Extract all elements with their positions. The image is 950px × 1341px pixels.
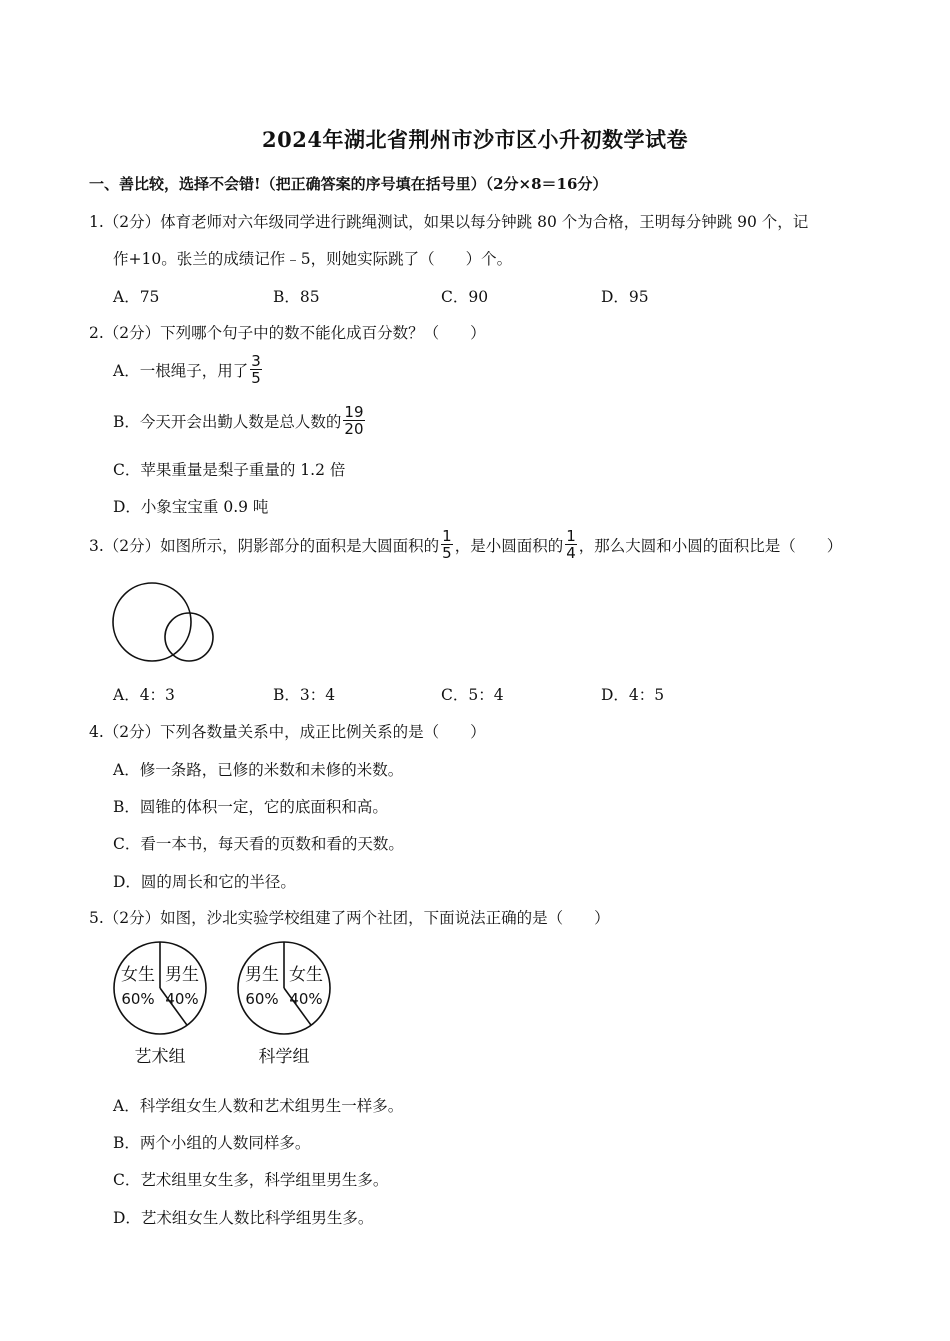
large-circle xyxy=(113,583,191,661)
q3-option-a: A．4：3 xyxy=(113,686,175,704)
small-circle xyxy=(165,613,213,661)
q4-option-b: B．圆锥的体积一定，它的底面积和高。 xyxy=(113,798,388,816)
q1-option-a: A．75 xyxy=(113,288,160,306)
q1-stem-line1: 1.（2分）体育老师对六年级同学进行跳绳测试，如果以每分钟跳 80 个为合格，王明每分钟跳 90 个，记 xyxy=(89,213,809,231)
fraction-denominator: 4 xyxy=(566,544,576,562)
q3-stem-part2: ，是小圆面积的 xyxy=(454,536,564,555)
pie-slice-value: 40% xyxy=(165,990,199,1008)
pie-slice-value: 40% xyxy=(289,990,323,1008)
q5-option-b: B．两个小组的人数同样多。 xyxy=(113,1134,311,1152)
fraction-numerator: 1 xyxy=(566,527,576,545)
q3-stem-part1: 3.（2分）如图所示，阴影部分的面积是大圆面积的 xyxy=(89,536,440,555)
q3-stem-part3: ，那么大圆和小圆的面积比是（ ） xyxy=(578,536,843,555)
pie-slice-label: 男生 xyxy=(245,965,279,985)
q4-option-c: C．看一本书，每天看的页数和看的天数。 xyxy=(113,835,404,853)
q5-option-a: A．科学组女生人数和艺术组男生一样多。 xyxy=(113,1097,404,1115)
q5-option-d: D．艺术组女生人数比科学组男生多。 xyxy=(113,1209,374,1227)
pie-title: 科学组 xyxy=(258,1047,310,1067)
club-pie-charts xyxy=(108,938,348,1078)
q4-stem: 4.（2分）下列各数量关系中，成正比例关系的是（ ） xyxy=(89,723,486,741)
q4-option-d: D．圆的周长和它的半径。 xyxy=(113,873,296,891)
fraction-numerator: 1 xyxy=(442,527,452,545)
fraction-denominator: 20 xyxy=(344,420,364,438)
q2-option-a-fraction xyxy=(250,353,262,386)
fraction-numerator: 19 xyxy=(344,403,364,421)
q1-option-c: C．90 xyxy=(441,288,489,306)
q3-fraction-1 xyxy=(441,528,453,561)
pie-title: 艺术组 xyxy=(134,1047,186,1067)
pie-slice-value: 60% xyxy=(245,990,279,1008)
page-title: 2024年湖北省荆州市沙市区小升初数学试卷 xyxy=(262,127,688,152)
q2-option-a xyxy=(113,353,264,386)
section-heading: 一、善比较，选择不会错!（把正确答案的序号填在括号里）（2分×8＝16分） xyxy=(89,175,608,193)
pie-slice-label: 男生 xyxy=(165,965,199,985)
q3-fraction-2 xyxy=(565,528,577,561)
fraction-numerator: 3 xyxy=(251,352,261,370)
q1-stem-line2: 作+10。张兰的成绩记作﹣5，则她实际跳了（ ）个。 xyxy=(113,250,513,268)
fraction-denominator: 5 xyxy=(251,369,261,387)
q2-option-d: D．小象宝宝重 0.9 吨 xyxy=(113,498,269,516)
q2-stem: 2.（2分）下列哪个句子中的数不能化成百分数？（ ） xyxy=(89,324,486,342)
q2-option-a-text: A．一根绳子，用了 xyxy=(113,361,249,380)
q3-option-b: B．3：4 xyxy=(273,686,336,704)
q2-option-c: C．苹果重量是梨子重量的 1.2 倍 xyxy=(113,461,346,479)
q2-option-b xyxy=(113,404,367,437)
q5-option-c: C．艺术组里女生多，科学组里男生多。 xyxy=(113,1171,389,1189)
q3-option-c: C．5：4 xyxy=(441,686,504,704)
q2-option-b-fraction xyxy=(343,404,364,437)
q1-option-d: D．95 xyxy=(601,288,649,306)
q3-option-d: D．4：5 xyxy=(601,686,665,704)
fraction-denominator: 5 xyxy=(442,544,452,562)
q1-option-b: B．85 xyxy=(273,288,320,306)
pie-slice-label: 女生 xyxy=(121,965,155,985)
q3-stem xyxy=(89,528,842,561)
q5-stem: 5.（2分）如图，沙北实验学校组建了两个社团，下面说法正确的是（ ） xyxy=(89,909,610,927)
pie-slice-value: 60% xyxy=(121,990,155,1008)
pie-slice-label: 女生 xyxy=(289,965,323,985)
overlapping-circles-figure xyxy=(108,580,218,666)
q2-option-b-text: B．今天开会出勤人数是总人数的 xyxy=(113,412,342,431)
q4-option-a: A．修一条路，已修的米数和未修的米数。 xyxy=(113,761,404,779)
